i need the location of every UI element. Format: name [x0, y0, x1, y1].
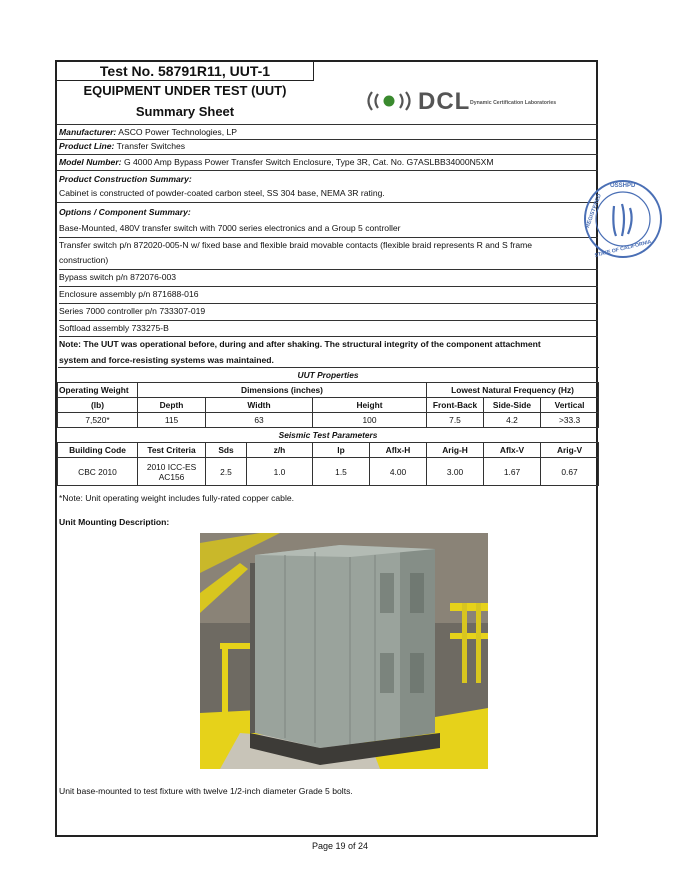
building-code-value: CBC 2010 [58, 458, 138, 486]
test-criteria-header: Test Criteria [138, 443, 206, 458]
options-item: Series 7000 controller p/n 733307-019 [59, 303, 598, 320]
product-line-label: Product Line: [59, 141, 115, 151]
front-back-header: Front-Back [427, 398, 484, 413]
depth-header: Depth [138, 398, 206, 413]
oshpd-stamp [582, 178, 664, 260]
logo-subtext: Dynamic Certification Laboratories [470, 100, 557, 106]
side-side-header: Side-Side [484, 398, 541, 413]
aflx-v-header: Aflx-V [484, 443, 541, 458]
options-label: Options / Component Summary: [59, 207, 191, 217]
options-item: construction) [59, 255, 109, 266]
vertical-value: >33.3 [541, 413, 599, 428]
options-item: Transfer switch p/n 872020-005-N w/ fixed base and flexible braid movable contacts (flexible braid represents R and S frame [59, 237, 598, 254]
dcl-logo [364, 88, 594, 116]
ip-value: 1.5 [313, 458, 370, 486]
weight-footnote: *Note: Unit operating weight includes fully-rated copper cable. [59, 493, 295, 503]
arig-v-header: Arig-V [541, 443, 599, 458]
stamp-left-text: REGISTERED [584, 193, 603, 229]
sds-value: 2.5 [206, 458, 247, 486]
page-subtitle: Summary Sheet [135, 104, 235, 119]
seismic-title: Seismic Test Parameters [58, 428, 599, 443]
sds-header: Sds [206, 443, 247, 458]
front-back-value: 7.5 [427, 413, 484, 428]
options-item: Base-Mounted, 480V transfer switch with 7000 series electronics and a Group 5 controller [59, 222, 401, 233]
aflx-h-value: 4.00 [370, 458, 427, 486]
model-number-row [57, 155, 598, 171]
manufacturer-value: ASCO Power Technologies, LP [118, 127, 238, 137]
operating-weight-header: Operating Weight [58, 383, 138, 398]
zh-header: z/h [247, 443, 313, 458]
model-number-label: Model Number: [59, 157, 122, 167]
note-line: system and force-resisting systems was maintained. [59, 355, 274, 366]
depth-value: 115 [138, 413, 206, 428]
height-header: Height [313, 398, 427, 413]
cabinet-photo-image [200, 533, 488, 769]
construction-row [57, 171, 598, 203]
options-item: Enclosure assembly p/n 871688-016 [59, 286, 598, 303]
ip-header: Ip [313, 443, 370, 458]
aflx-h-header: Aflx-H [370, 443, 427, 458]
options-item: Softload assembly 733275-B [59, 320, 598, 337]
arig-h-value: 3.00 [427, 458, 484, 486]
product-line-value: Transfer Switches [116, 141, 186, 151]
note-line: Note: The UUT was operational before, during and after shaking. The structural integrity of the component attachment [59, 336, 598, 353]
stamp-bottom-text: STATE OF CALIFORNIA [594, 239, 653, 259]
width-value: 63 [206, 413, 313, 428]
stamp-top-text: OSSHPD [610, 183, 636, 189]
arig-h-header: Arig-H [427, 443, 484, 458]
mounting-description: Unit base-mounted to test fixture with twelve 1/2-inch diameter Grade 5 bolts. [59, 786, 353, 796]
options-block [57, 203, 598, 372]
side-side-value: 4.2 [484, 413, 541, 428]
test-criteria-line: AC156 [158, 471, 185, 482]
height-value: 100 [313, 413, 427, 428]
weight-value: 7,520* [58, 413, 138, 428]
building-code-header: Building Code [58, 443, 138, 458]
uut-properties-title: UUT Properties [58, 368, 599, 383]
test-number: Test No. 58791R11, UUT-1 [99, 63, 271, 79]
arig-v-value: 0.67 [541, 458, 599, 486]
manufacturer-row [57, 124, 598, 140]
dimensions-header: Dimensions (inches) [138, 383, 427, 398]
model-number-value: G 4000 Amp Bypass Power Transfer Switch Enclosure, Type 3R, Cat. No. G7ASLBB34000N5XM [123, 157, 494, 167]
zh-value: 1.0 [247, 458, 313, 486]
test-criteria-line: 2010 ICC-ES [146, 461, 197, 472]
uut-photo [200, 533, 488, 769]
construction-value: Cabinet is constructed of powder-coated carbon steel, SS 304 base, NEMA 3R rating. [59, 188, 385, 198]
operating-weight-unit: (lb) [58, 398, 138, 413]
width-header: Width [206, 398, 313, 413]
construction-label: Product Construction Summary: [59, 174, 192, 184]
page-number: Page 19 of 24 [311, 841, 369, 851]
uut-properties-table [57, 367, 599, 486]
manufacturer-label: Manufacturer: [59, 127, 117, 137]
summary-sheet [55, 60, 598, 837]
aflx-v-value: 1.67 [484, 458, 541, 486]
logo-text: DCL [418, 88, 471, 115]
frequency-header: Lowest Natural Frequency (Hz) [427, 383, 599, 398]
page-title: EQUIPMENT UNDER TEST (UUT) [83, 83, 287, 98]
mounting-label: Unit Mounting Description: [59, 517, 170, 527]
test-criteria-value [138, 458, 206, 486]
product-line-row [57, 140, 598, 155]
vertical-header: Vertical [541, 398, 599, 413]
options-item: Bypass switch p/n 872076-003 [59, 269, 598, 286]
